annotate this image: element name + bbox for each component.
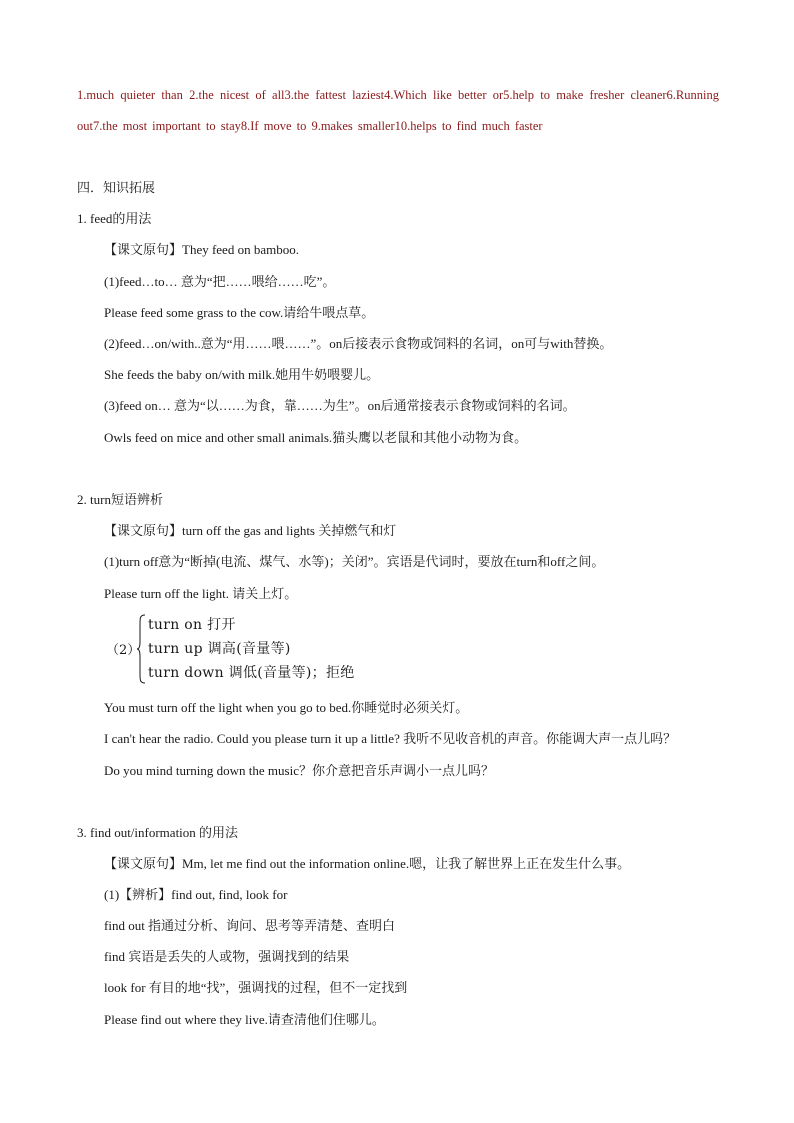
turn-original-sentence: 【课文原句】turn off the gas and lights 关掉燃气和灯 [104, 523, 397, 538]
feed-usage-2-example: She feeds the baby on/with milk.她用牛奶喂婴儿。 [104, 367, 380, 382]
feed-heading: 1. feed的用法 [77, 211, 152, 226]
findout-example: Please find out where they live.请查清他们住哪儿。 [104, 1012, 385, 1027]
feed-usage-1-example: Please feed some grass to the cow.请给牛喂点草。 [104, 305, 375, 320]
findout-usage-1: (1)【辨析】find out, find, look for [104, 887, 288, 902]
findout-heading: 3. find out/information 的用法 [77, 825, 239, 840]
findout-definition-look-for: look for 有目的地“找”，强调找的过程，但不一定找到 [104, 980, 408, 995]
turn-usage-1: (1)turn off意为“断掉(电流、煤气、水等)；关闭”。宾语是代词时，要放在turn和off之间。 [104, 554, 605, 569]
brace-item-turn-up: turn up 调高(音量等) [148, 641, 291, 657]
curly-brace-icon [136, 614, 146, 684]
brace-item-turn-down: turn down 调低(音量等)；拒绝 [148, 665, 355, 681]
brace-number: （2） [106, 643, 141, 658]
feed-usage-1: (1)feed…to… 意为“把……喂给……吃”。 [104, 274, 336, 289]
turn-heading: 2. turn短语辨析 [77, 492, 163, 507]
feed-usage-2: (2)feed…on/with..意为“用……喂……”。on后接表示食物或饲料的名词，on可与with替换。 [104, 336, 613, 351]
feed-usage-3-example: Owls feed on mice and other small animals.猫头鹰以老鼠和其他小动物为食。 [104, 430, 528, 445]
findout-definition-find-out: find out 指通过分析、询问、思考等弄清楚、查明白 [104, 918, 396, 933]
brace-item-turn-on: turn on 打开 [148, 617, 236, 633]
answer-key: 1.much quieter than 2.the nicest of all3.the fattest laziest4.Which like better or5.help to make fresher cleaner6.Running out7.the most important to stay8.If move to 9.makes smaller10.helps to find much faster [77, 88, 719, 133]
turn-phrase-brace-group [106, 612, 406, 684]
findout-original-sentence: 【课文原句】Mm, let me find out the information online.嗯，让我了解世界上正在发生什么事。 [104, 856, 631, 871]
turn-example-1: You must turn off the light when you go to bed.你睡觉时必须关灯。 [104, 700, 469, 715]
turn-usage-1-example: Please turn off the light. 请关上灯。 [104, 586, 298, 601]
turn-example-2: I can't hear the radio. Could you please turn it up a little? 我听不见收音机的声音。你能调大声一点儿吗？ [104, 731, 677, 746]
feed-original-sentence: 【课文原句】They feed on bamboo. [104, 242, 299, 257]
turn-example-3: Do you mind turning down the music？你介意把音乐声调小一点儿吗？ [104, 763, 494, 778]
findout-definition-find: find 宾语是丢失的人或物，强调找到的结果 [104, 949, 350, 964]
feed-usage-3: (3)feed on… 意为“以……为食，靠……为生”。on后通常接表示食物或饲料的名词。 [104, 398, 576, 413]
section-title: 四．知识拓展 [77, 180, 156, 195]
